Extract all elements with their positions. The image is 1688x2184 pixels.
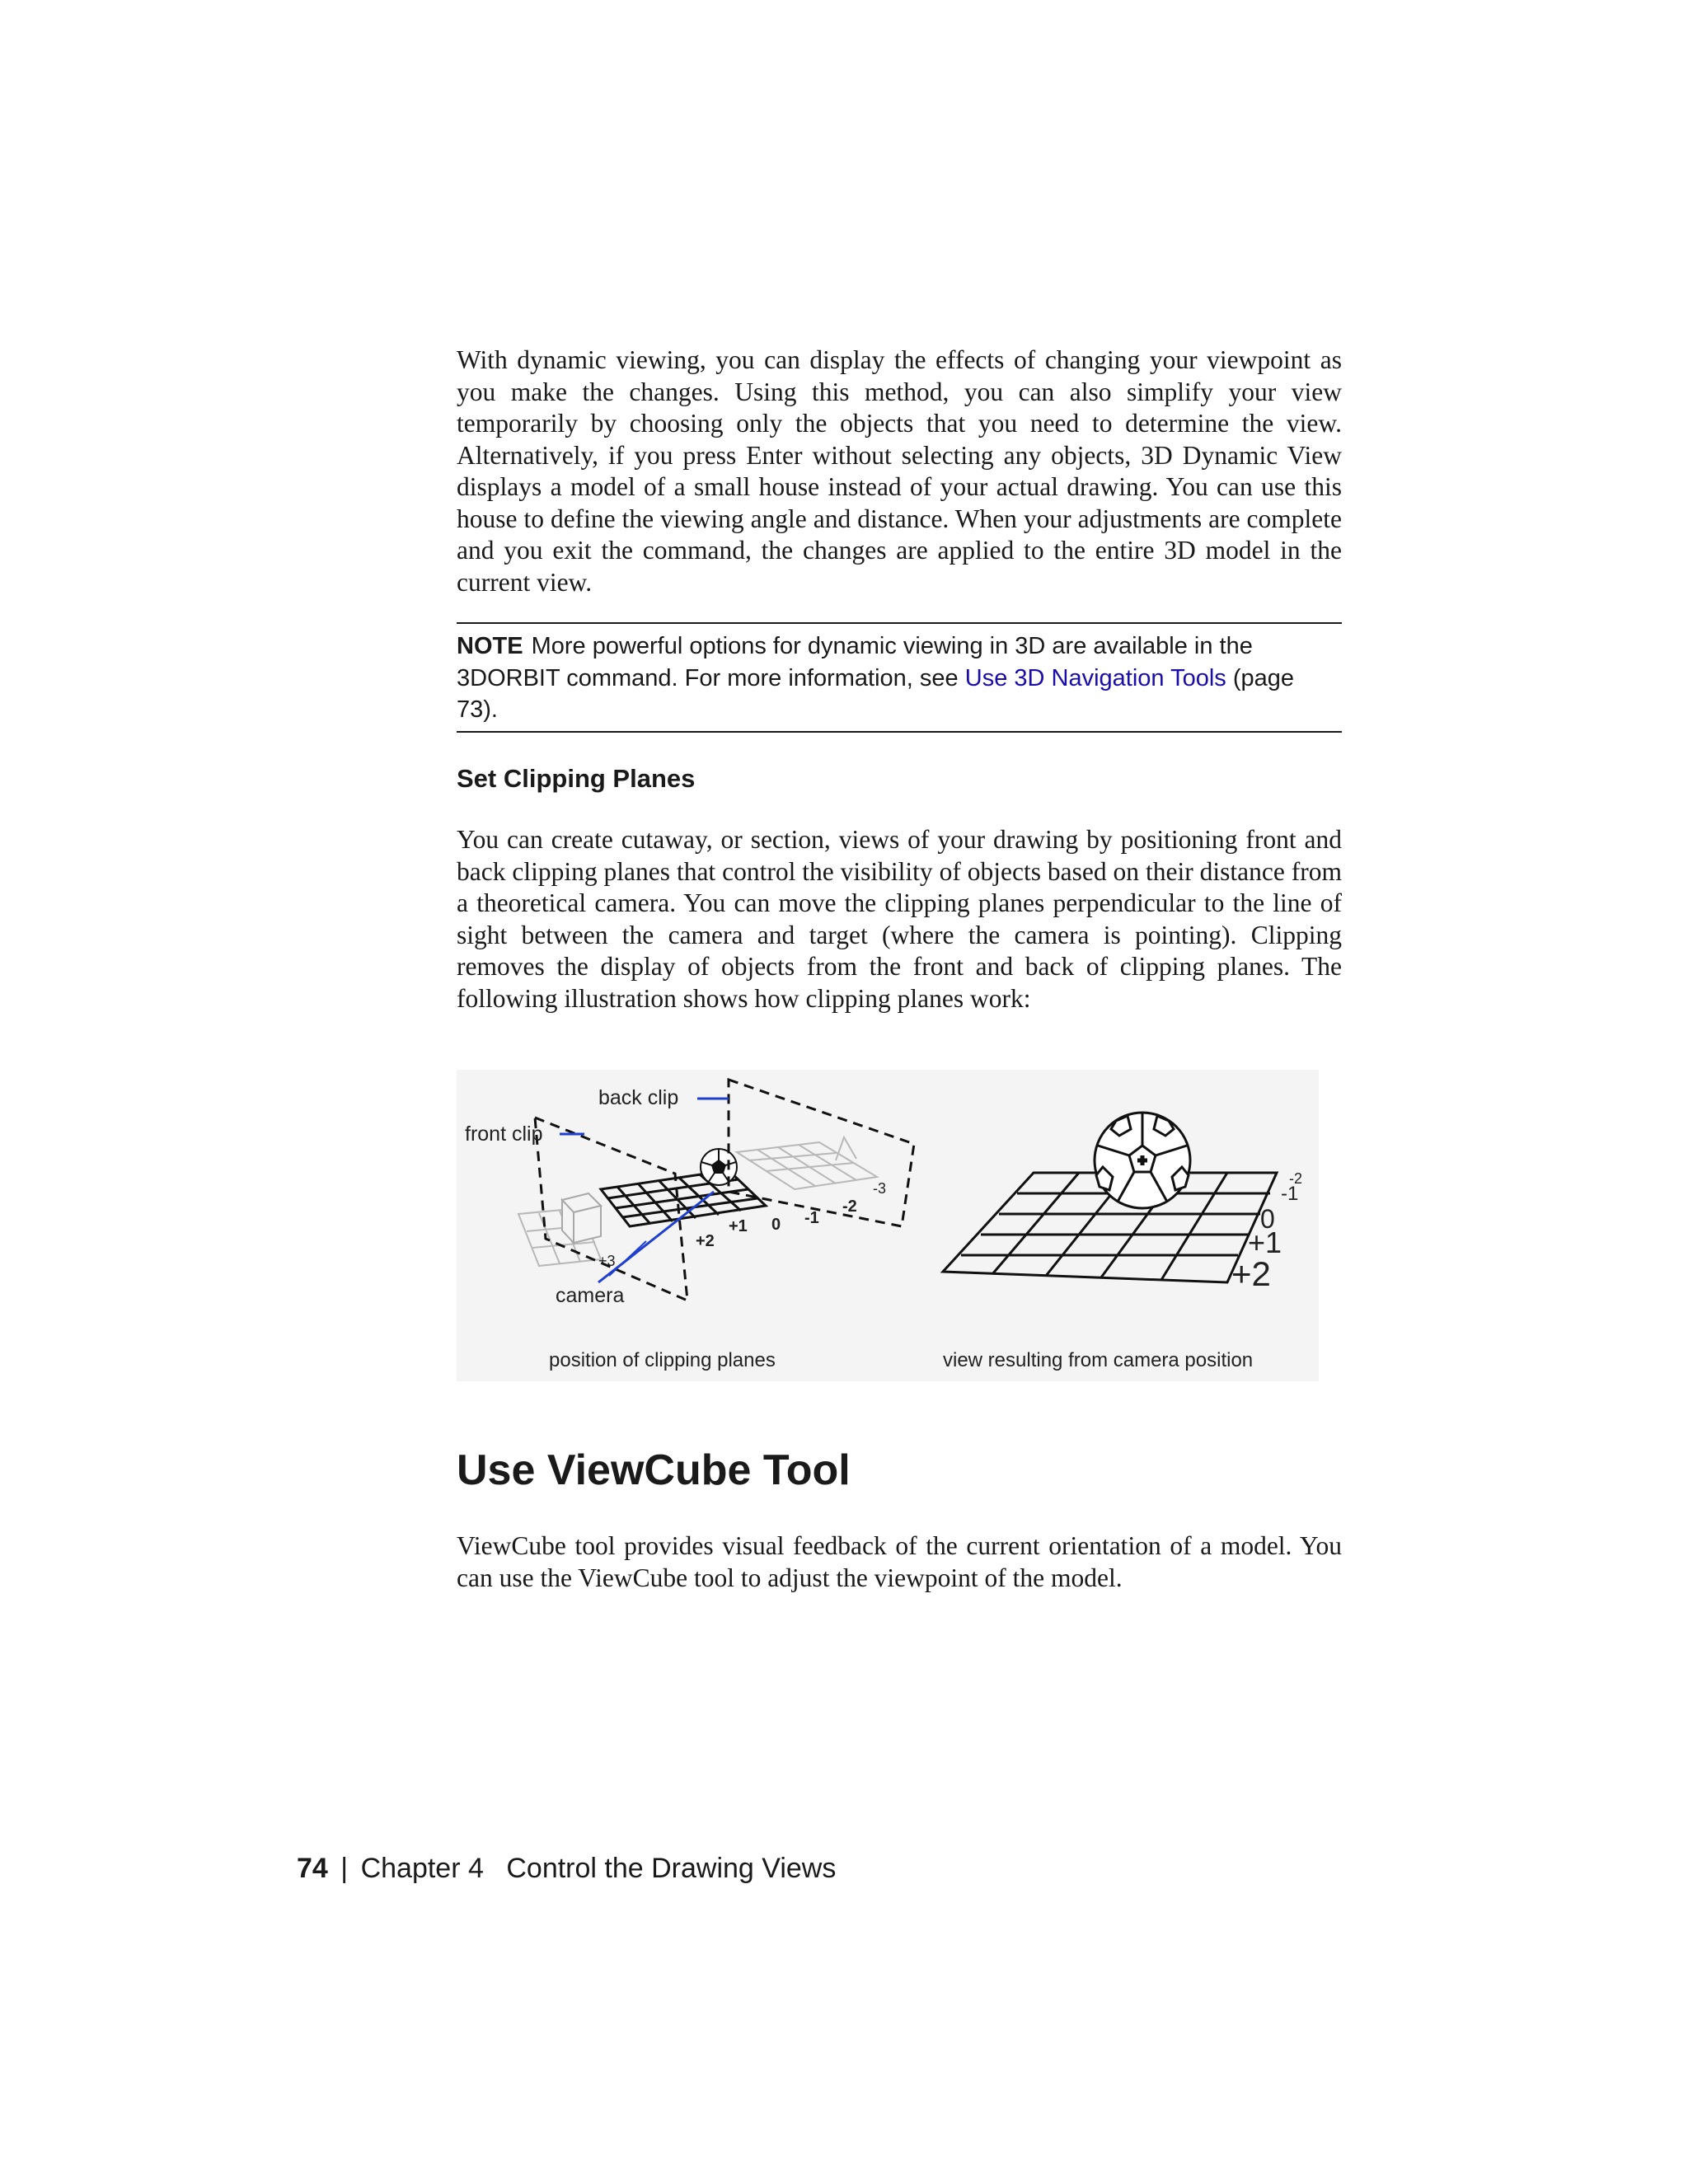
page-footer xyxy=(297,1850,836,1886)
back-clip-label: back clip xyxy=(598,1086,679,1109)
right-tick-neg2: -2 xyxy=(1289,1170,1303,1187)
right-tick-pos1: +1 xyxy=(1248,1226,1282,1259)
note-label: NOTE xyxy=(457,633,523,659)
left-tick-pos1: +1 xyxy=(729,1217,748,1235)
left-tick-pos2: +2 xyxy=(696,1232,715,1250)
chapter-label: Chapter 4 xyxy=(360,1853,484,1884)
clipping-planes-figure xyxy=(457,1070,1319,1381)
caption-left: position of clipping planes xyxy=(549,1349,776,1371)
front-clip-label: front clip xyxy=(465,1122,543,1146)
right-tick-0: 0 xyxy=(1260,1204,1275,1234)
right-tick-neg1: -1 xyxy=(1281,1183,1299,1205)
note-box xyxy=(457,622,1342,733)
navigation-tools-link[interactable]: Use 3D Navigation Tools xyxy=(964,664,1226,691)
intro-paragraph: With dynamic viewing, you can display the effects of changing your viewpoint as you make the changes. Using this method, you can also simplify your view temporarily by choosing only the objects that you need to determine the view. Alternatively, if you press Enter without selecting any objects, 3D Dynamic View displays a model of a small house instead of your actual drawing. You can use this house to define the viewing angle and distance. When your adjustments are complete and you exit the command, the changes are applied to the entire 3D model in the current view. xyxy=(457,345,1342,597)
viewcube-heading: Use ViewCube Tool xyxy=(457,1446,851,1494)
left-tick-pos3: +3 xyxy=(598,1253,616,1269)
faded-grid-right xyxy=(737,1137,877,1189)
clipping-paragraph: You can create cutaway, or section, views of your drawing by positioning front and back clipping planes that control the visibility of objects based on their distance from a theoretical camera. You can move the clipping planes perpendicular to the line of sight between the camera and target (where the camera is pointing). Clipping removes the display of objects from the front and back of clipping planes. The following illustration shows how clipping planes work: xyxy=(457,825,1342,1013)
caption-right: view resulting from camera position xyxy=(943,1349,1254,1371)
note-text: More powerful options for dynamic viewing in 3D are available in the 3DORBIT command. For more information, see xyxy=(457,633,1253,691)
small-ball xyxy=(701,1149,737,1185)
viewcube-paragraph: ViewCube tool provides visual feedback of the current orientation of a model. You can use the ViewCube tool to adjust the viewpoint of the model. xyxy=(457,1531,1342,1592)
clipping-heading: Set Clipping Planes xyxy=(457,764,696,793)
faded-box xyxy=(562,1193,601,1243)
footer-separator: | xyxy=(340,1853,349,1884)
camera-label: camera xyxy=(556,1284,625,1307)
figure-illustration xyxy=(457,1070,1319,1381)
left-tick-neg1: -1 xyxy=(804,1209,819,1227)
left-tick-neg3: -3 xyxy=(873,1180,887,1197)
note-page-ref: (page 73). xyxy=(457,664,1295,723)
large-ball xyxy=(1095,1113,1190,1208)
right-tick-pos2: +2 xyxy=(1231,1254,1271,1293)
back-clip-plane xyxy=(729,1080,914,1226)
chapter-title: Control the Drawing Views xyxy=(506,1853,837,1884)
left-tick-0: 0 xyxy=(771,1216,781,1234)
page-number: 74 xyxy=(297,1853,328,1884)
left-tick-neg2: -2 xyxy=(842,1197,857,1216)
